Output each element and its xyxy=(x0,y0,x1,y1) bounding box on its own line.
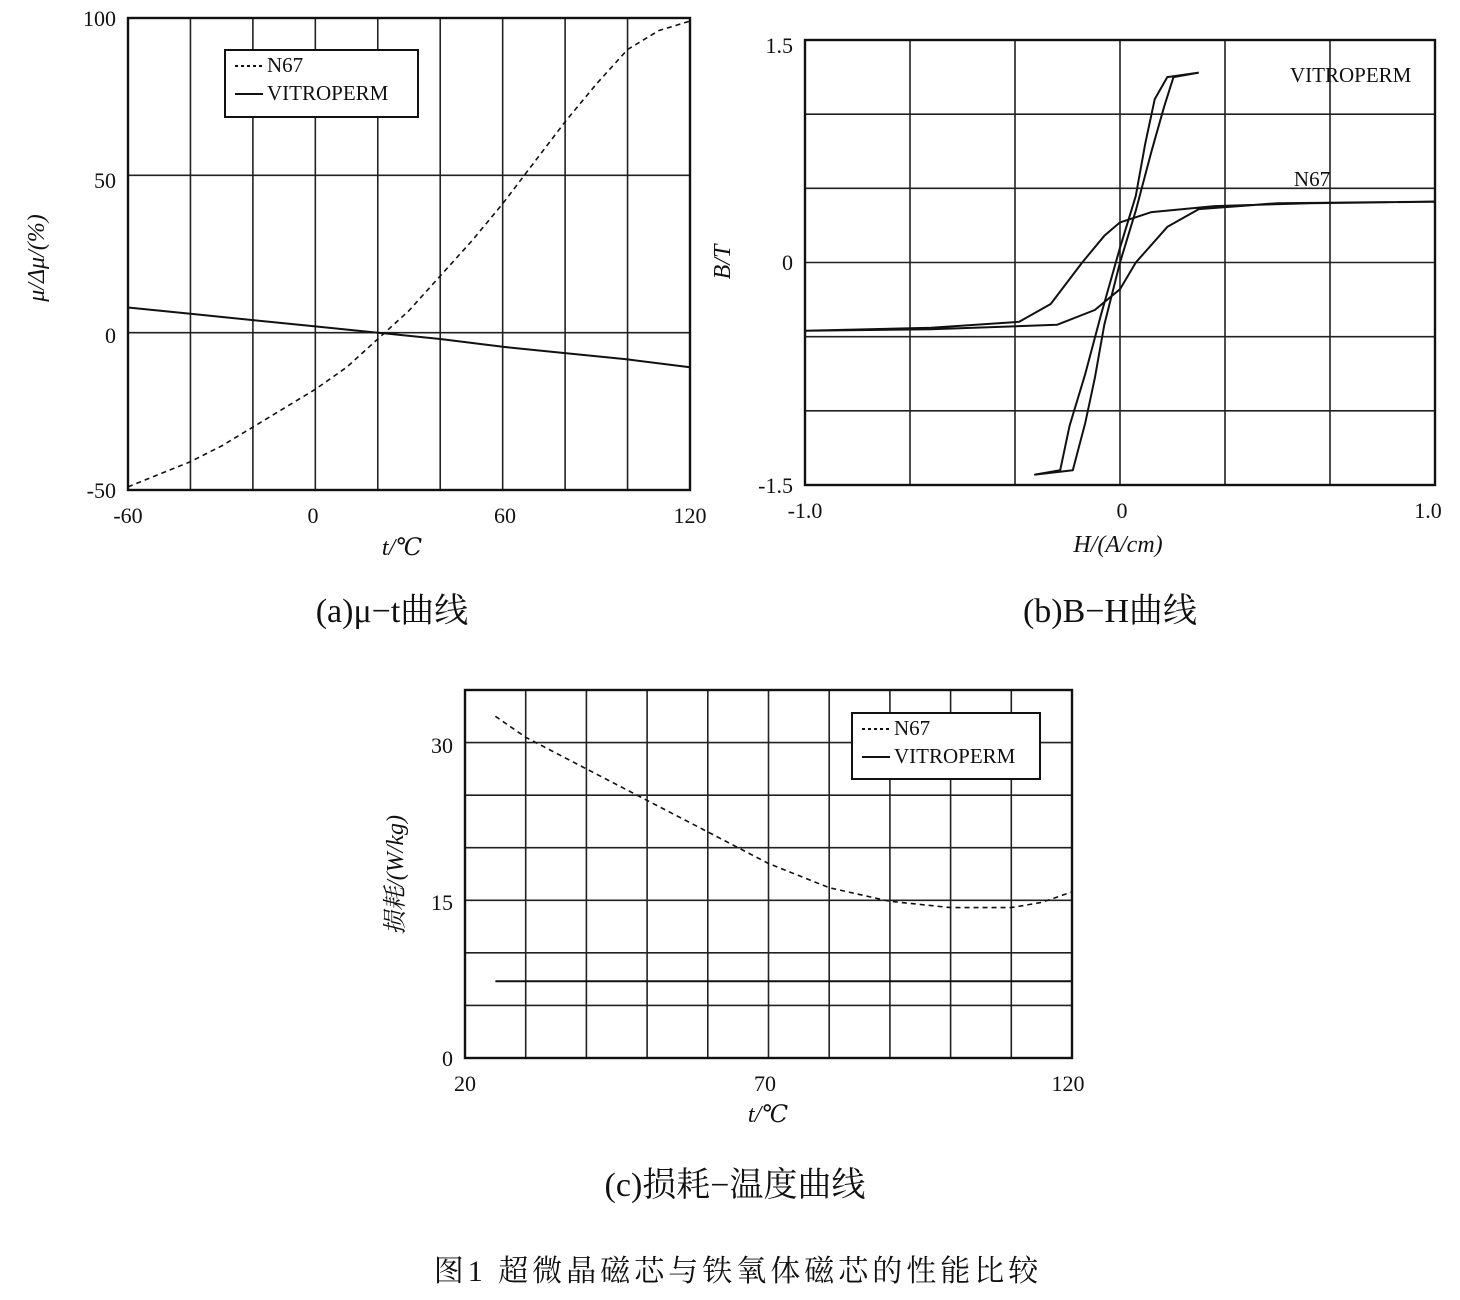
annotation-n67: N67 xyxy=(1293,167,1331,191)
legend-entry-label: VITROPERM xyxy=(894,744,1016,768)
x-tick-label: -60 xyxy=(113,503,143,528)
x-tick-label: 1.0 xyxy=(1414,498,1442,523)
y-tick-label: 15 xyxy=(431,890,453,915)
panel-b-b-h-chart xyxy=(710,33,1442,630)
y-tick-label: 100 xyxy=(83,6,116,31)
x-axis-label: H/(A/cm) xyxy=(1073,532,1163,558)
x-tick-label: 0 xyxy=(307,503,319,528)
y-tick-label: 50 xyxy=(94,168,116,193)
y-tick-label: 0 xyxy=(782,250,793,275)
x-tick-label: 0 xyxy=(1116,498,1128,523)
panel-c-loss-temperature-chart xyxy=(382,690,1085,1204)
panel-b-caption: (b)B−H曲线 xyxy=(1022,593,1198,630)
x-tick-label: 20 xyxy=(454,1071,476,1096)
legend-entry-label: N67 xyxy=(267,53,304,77)
panel-a-caption: (a)μ−t曲线 xyxy=(315,593,469,630)
x-tick-label: 70 xyxy=(754,1071,776,1096)
y-tick-label: -50 xyxy=(86,478,116,503)
x-tick-label: -1.0 xyxy=(787,498,823,523)
y-tick-label: 0 xyxy=(105,323,116,348)
x-axis-label: t/℃ xyxy=(381,535,423,561)
x-tick-label: 60 xyxy=(494,503,516,528)
panel-a-mu-t-chart xyxy=(24,6,707,630)
x-tick-label: 120 xyxy=(1051,1071,1085,1096)
legend-entry-label: VITROPERM xyxy=(267,81,389,105)
y-tick-label: -1.5 xyxy=(758,473,793,498)
figure-caption: 图1 超微晶磁芯与铁氧体磁芯的性能比较 xyxy=(433,1255,1043,1288)
y-axis-label: 损耗/(W/kg) xyxy=(383,815,409,935)
series-vitroperm-line xyxy=(1035,73,1199,475)
series-vitroperm-line xyxy=(128,308,690,368)
y-tick-label: 30 xyxy=(431,733,453,758)
annotation-vitroperm: VITROPERM xyxy=(1290,63,1412,87)
y-axis-label: μ/Δμ/(%) xyxy=(24,214,50,302)
y-tick-label: 1.5 xyxy=(765,33,793,58)
panel-c-caption: (c)损耗−温度曲线 xyxy=(604,1167,866,1204)
legend-entry-label: N67 xyxy=(894,716,931,740)
x-axis-label: t/℃ xyxy=(747,1102,789,1128)
y-tick-label: 0 xyxy=(442,1046,453,1071)
y-axis-label: B/T xyxy=(710,244,736,280)
x-tick-label: 120 xyxy=(673,503,707,528)
